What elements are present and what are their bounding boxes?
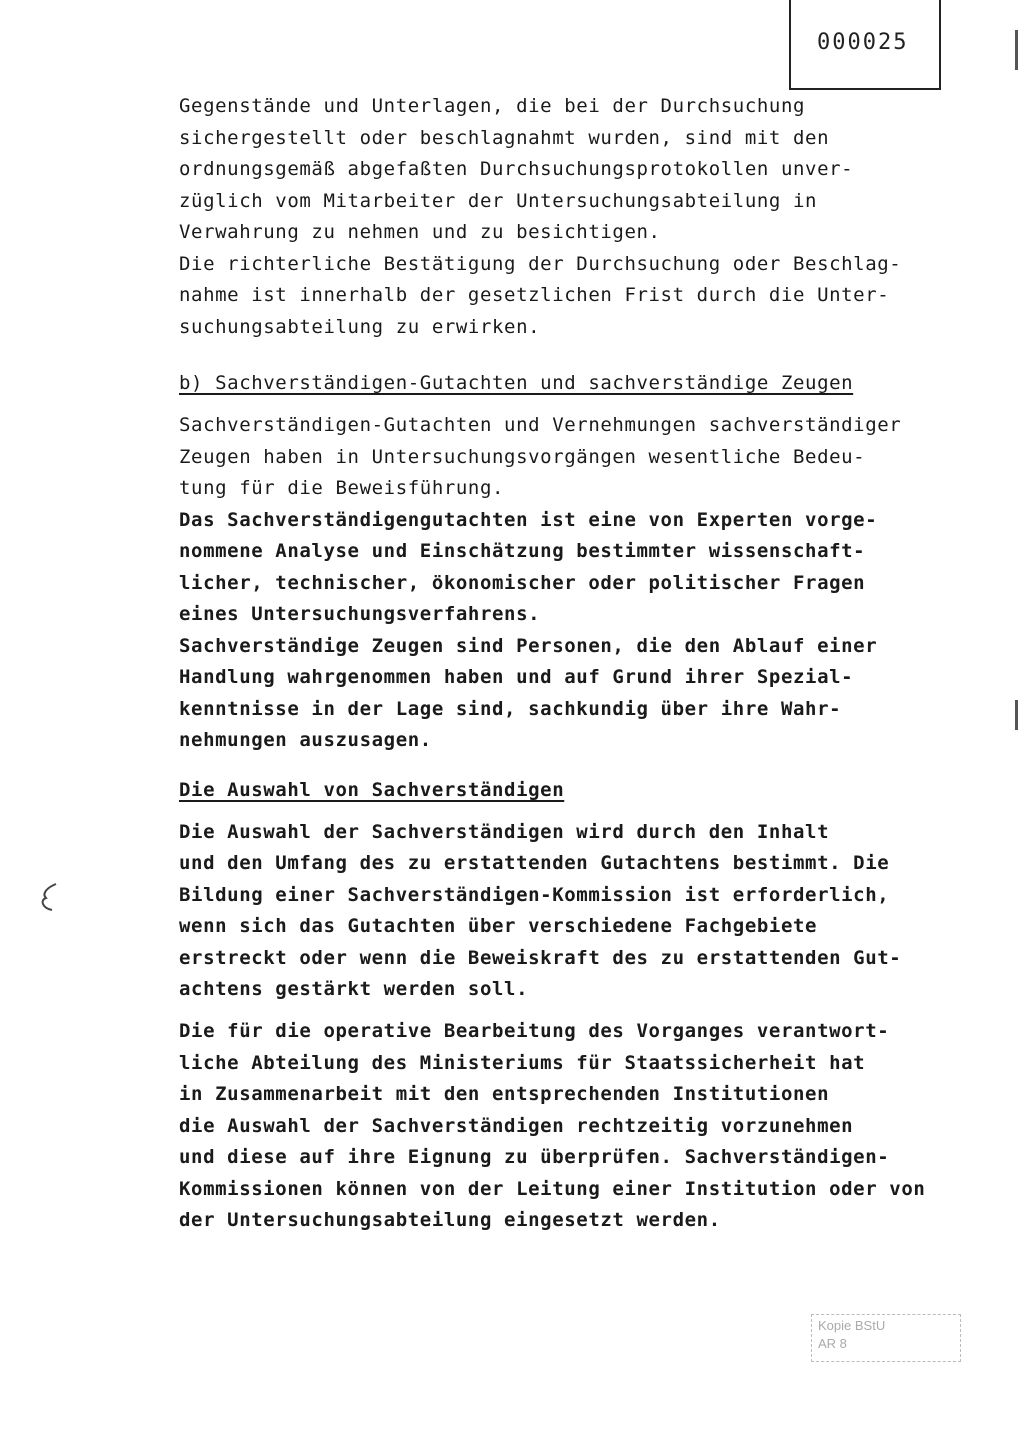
text-line: achtens gestärkt werden soll. [179, 978, 529, 1000]
text-line: Die Auswahl der Sachverständigen wird durch den Inhalt [179, 821, 830, 843]
text-line: nommene Analyse und Einschätzung bestimmter wissenschaft- [179, 540, 866, 562]
text-line: Das Sachverständigengutachten ist eine von Experten vorge- [179, 509, 878, 531]
page-number: 000025 [817, 30, 909, 55]
section-heading: Die Auswahl von Sachverständigen [179, 779, 565, 801]
text-line: in Zusammenarbeit mit den entsprechenden Institutionen [179, 1083, 830, 1105]
text-line: und den Umfang des zu erstattenden Gutachtens bestimmt. Die [179, 852, 890, 874]
page-number-box [789, 0, 941, 90]
text-line: nehmungen auszusagen. [179, 729, 432, 751]
section-heading: b) Sachverständigen-Gutachten und sachverständige Zeugen [179, 372, 854, 394]
text-line: die Auswahl der Sachverständigen rechtzeitig vorzunehmen [179, 1115, 854, 1137]
edge-mark [1015, 30, 1018, 70]
text-line: Die für die operative Bearbeitung des Vorganges verantwort- [179, 1020, 890, 1042]
text-line: wenn sich das Gutachten über verschiedene Fachgebiete [179, 915, 818, 937]
stamp-line: AR 8 [818, 1336, 847, 1351]
text-line: eines Untersuchungsverfahrens. [179, 603, 541, 625]
text-line: züglich vom Mitarbeiter der Untersuchungsabteilung in [179, 190, 818, 212]
text-line: Gegenstände und Unterlagen, die bei der Durchsuchung [179, 95, 806, 117]
text-line: Verwahrung zu nehmen und zu besichtigen. [179, 221, 661, 243]
text-line: Die richterliche Bestätigung der Durchsuchung oder Beschlag- [179, 253, 902, 275]
margin-mark [36, 880, 66, 914]
text-line: Bildung einer Sachverständigen-Kommission ist erforderlich, [179, 884, 890, 906]
text-line: der Untersuchungsabteilung eingesetzt werden. [179, 1209, 721, 1231]
text-line: Handlung wahrgenommen haben und auf Grund ihrer Spezial- [179, 666, 854, 688]
text-line: und diese auf ihre Eignung zu überprüfen. Sachverständigen- [179, 1146, 890, 1168]
text-line: Zeugen haben in Untersuchungsvorgängen wesentliche Bedeu- [179, 446, 866, 468]
text-line: tung für die Beweisführung. [179, 477, 505, 499]
text-line: Sachverständigen-Gutachten und Vernehmungen sachverständiger [179, 414, 902, 436]
text-line: licher, technischer, ökonomischer oder politischer Fragen [179, 572, 866, 594]
text-line: kenntnisse in der Lage sind, sachkundig über ihre Wahr- [179, 698, 842, 720]
text-line: nahme ist innerhalb der gesetzlichen Frist durch die Unter- [179, 284, 890, 306]
text-line: Sachverständige Zeugen sind Personen, die den Ablauf einer [179, 635, 878, 657]
text-line: Kommissionen können von der Leitung einer Institution oder von [179, 1178, 926, 1200]
text-line: erstreckt oder wenn die Beweiskraft des zu erstattenden Gut- [179, 947, 902, 969]
archive-stamp [811, 1314, 961, 1362]
stamp-line: Kopie BStU [818, 1318, 886, 1333]
text-line: sichergestellt oder beschlagnahmt wurden, sind mit den [179, 127, 830, 149]
text-line: liche Abteilung des Ministeriums für Staatssicherheit hat [179, 1052, 866, 1074]
text-line: ordnungsgemäß abgefaßten Durchsuchungsprotokollen unver- [179, 158, 854, 180]
text-line: suchungsabteilung zu erwirken. [179, 316, 541, 338]
edge-mark [1015, 700, 1018, 730]
